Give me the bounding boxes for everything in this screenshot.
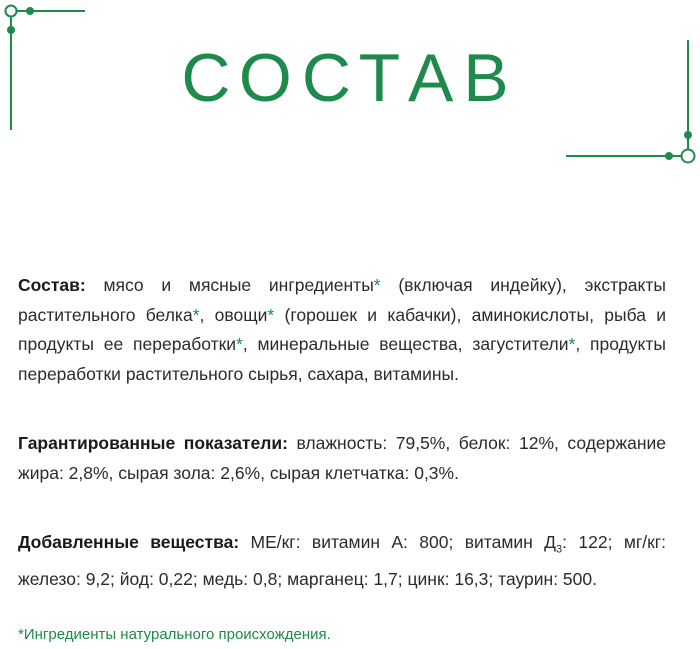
additives-paragraph: Добавленные вещества: МЕ/кг: витамин А: 800; витамин $Д_3$: 122; мг/кг: железо: 9,2; йод: 0,22; медь: 0,8; марганец: 1,7; цинк: 16,3; таурин: 500. xyxy=(18,532,666,589)
guaranteed-paragraph: Гарантированные показатели: влажность: 79,5%, белок: 12%, содержание жира: 2,8%, сырая зола: 2,6%, сырая клетчатка: 0,3%. xyxy=(18,433,667,483)
footnote: *Ингредиенты натурального происхождения. xyxy=(18,626,331,643)
guaranteed-label: Гарантированные показатели: xyxy=(18,433,288,453)
decor-ring-top-left xyxy=(6,6,17,17)
decor-ring-bottom-right xyxy=(682,150,695,163)
additives-label: Добавленные вещества: xyxy=(18,532,240,552)
page-title: СОСТАВ xyxy=(181,40,519,116)
composition-label: Состав: xyxy=(18,275,86,295)
composition-paragraph: Состав: мясо и мясные ингредиенты* (включая индейку), экстракты растительного белка*, овощи* (горошек и кабачки), аминокислоты, рыба и продукты ее переработки*, минеральные вещества, загустители*, продукты переработки растительного сырья, сахара, витамины. xyxy=(18,275,666,384)
